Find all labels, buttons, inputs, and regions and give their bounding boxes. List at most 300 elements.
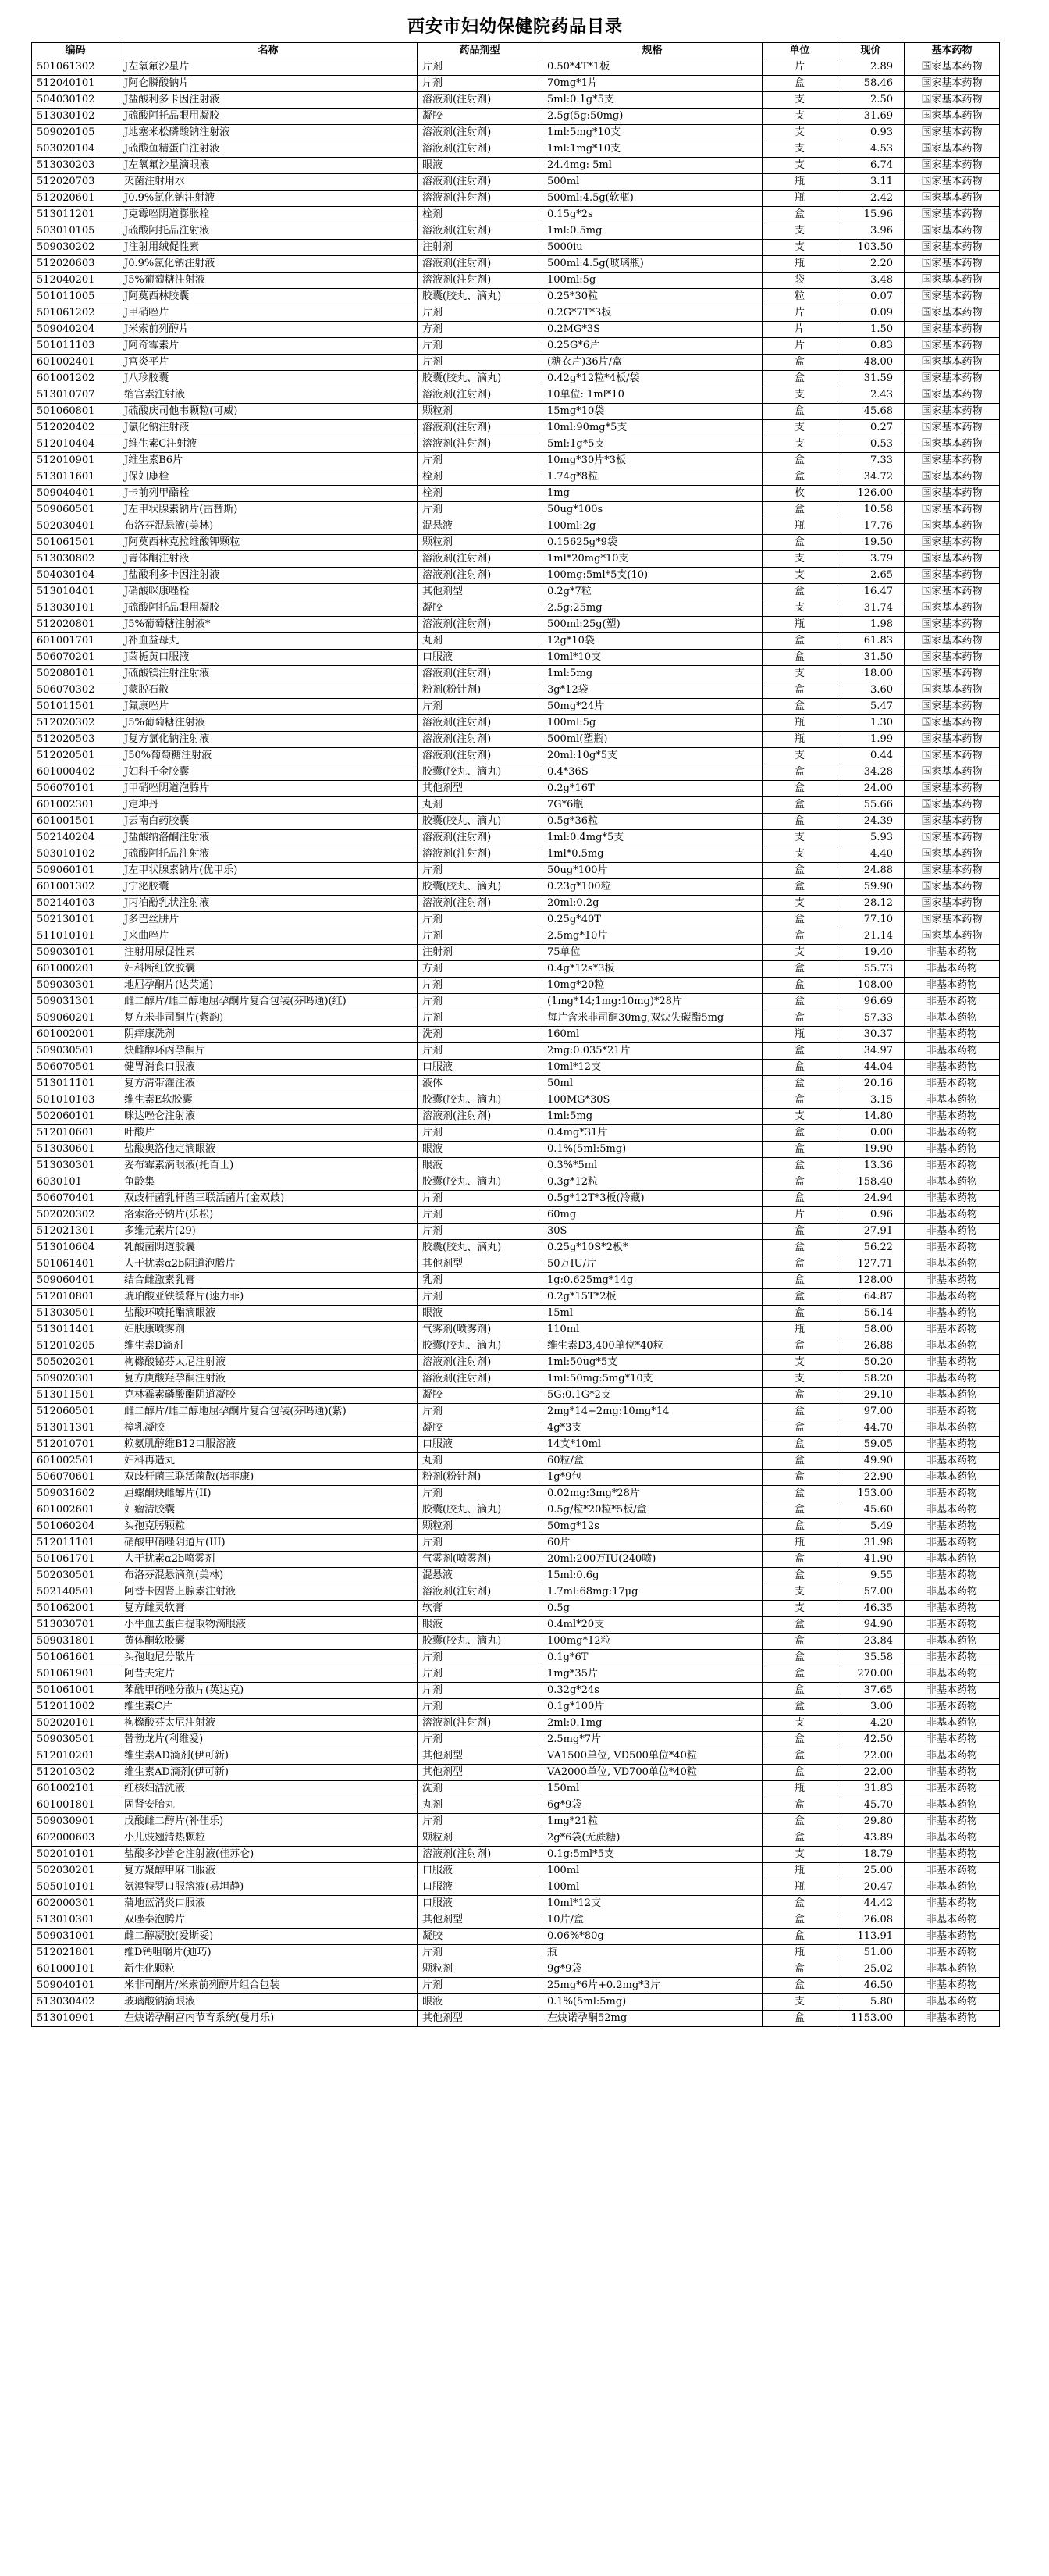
cell-price: 4.40 [837,846,905,863]
cell-spec: 6g*9袋 [542,1797,763,1814]
cell-dosage-form: 胶囊(胶丸、滴丸) [418,289,542,305]
cell-code: 501061601 [32,1650,119,1666]
cell-dosage-form: 液体 [418,1076,542,1092]
cell-spec: 0.25g*40T [542,912,763,928]
cell-unit: 支 [763,92,837,109]
table-row [32,568,1000,584]
cell-code: 601001501 [32,814,119,830]
cell-basic-drug: 国家基本药物 [905,371,1000,387]
cell-dosage-form: 颗粒剂 [418,1961,542,1978]
cell-name: 洛索洛芬钠片(乐松) [119,1207,418,1224]
cell-name: J来曲唑片 [119,928,418,945]
cell-price: 22.90 [837,1470,905,1486]
table-row [32,1355,1000,1371]
cell-unit: 盒 [763,1125,837,1142]
cell-unit: 支 [763,846,837,863]
cell-code: 506070401 [32,1191,119,1207]
cell-price: 27.91 [837,1224,905,1240]
cell-unit: 盒 [763,1502,837,1519]
cell-price: 22.00 [837,1765,905,1781]
cell-dosage-form: 其他剂型 [418,1765,542,1781]
cell-name: J丙泊酚乳状注射液 [119,896,418,912]
cell-name: 左炔诺孕酮宫内节育系统(曼月乐) [119,2011,418,2027]
cell-code: 601000101 [32,1961,119,1978]
cell-name: J青体酮注射液 [119,551,418,568]
cell-unit: 支 [763,1371,837,1388]
cell-name: 妇科断红饮胶囊 [119,961,418,978]
cell-basic-drug: 国家基本药物 [905,404,1000,420]
table-row [32,191,1000,207]
cell-basic-drug: 非基本药物 [905,1535,1000,1552]
cell-code: 509060201 [32,1010,119,1027]
cell-name: J盐酸利多卡因注射液 [119,568,418,584]
cell-name: J宁泌胶囊 [119,879,418,896]
cell-spec: 12g*10袋 [542,633,763,650]
cell-unit: 盒 [763,1420,837,1437]
table-row [32,830,1000,846]
table-row [32,207,1000,223]
cell-dosage-form: 溶液剂(注射剂) [418,666,542,682]
table-row [32,1617,1000,1634]
cell-basic-drug: 国家基本药物 [905,59,1000,76]
cell-unit: 盒 [763,1338,837,1355]
cell-spec: 0.5g*36粒 [542,814,763,830]
cell-price: 31.74 [837,600,905,617]
cell-price: 31.59 [837,371,905,387]
cell-unit: 盒 [763,1978,837,1994]
cell-dosage-form: 溶液剂(注射剂) [418,1355,542,1371]
cell-spec: 24.4mg: 5ml [542,158,763,174]
cell-spec: 1mg [542,486,763,502]
cell-basic-drug: 国家基本药物 [905,846,1000,863]
cell-name: J左氧氟沙星片 [119,59,418,76]
cell-dosage-form: 口服液 [418,1896,542,1912]
cell-basic-drug: 非基本药物 [905,1125,1000,1142]
cell-price: 45.70 [837,1797,905,1814]
table-row [32,961,1000,978]
cell-price: 0.53 [837,436,905,453]
cell-spec: 10mg*30片*3板 [542,453,763,469]
cell-price: 24.94 [837,1191,905,1207]
cell-basic-drug: 国家基本药物 [905,109,1000,125]
table-row [32,1781,1000,1797]
cell-price: 30.37 [837,1027,905,1043]
cell-unit: 盒 [763,961,837,978]
cell-basic-drug: 非基本药物 [905,1650,1000,1666]
table-row [32,896,1000,912]
cell-spec: 0.4ml*20支 [542,1617,763,1634]
cell-spec: 0.2g*15T*2板 [542,1289,763,1306]
cell-basic-drug: 非基本药物 [905,1355,1000,1371]
cell-dosage-form: 溶液剂(注射剂) [418,846,542,863]
cell-unit: 盒 [763,1896,837,1912]
cell-price: 59.90 [837,879,905,896]
cell-price: 24.88 [837,863,905,879]
cell-basic-drug: 非基本药物 [905,1584,1000,1601]
cell-price: 1.30 [837,715,905,732]
cell-name: 玻璃酸钠滴眼液 [119,1994,418,2011]
cell-basic-drug: 国家基本药物 [905,174,1000,191]
cell-name: J复方氯化钠注射液 [119,732,418,748]
table-row [32,1158,1000,1174]
cell-basic-drug: 非基本药物 [905,1797,1000,1814]
cell-price: 20.47 [837,1879,905,1896]
cell-code: 513030501 [32,1306,119,1322]
cell-price: 23.84 [837,1634,905,1650]
cell-basic-drug: 国家基本药物 [905,387,1000,404]
cell-basic-drug: 非基本药物 [905,1060,1000,1076]
table-row [32,502,1000,518]
cell-spec: 5ml:0.1g*5支 [542,92,763,109]
cell-unit: 盒 [763,1010,837,1027]
table-row [32,764,1000,781]
table-row [32,1404,1000,1420]
table-row [32,797,1000,814]
cell-unit: 支 [763,1355,837,1371]
cell-dosage-form: 气雾剂(喷雾剂) [418,1552,542,1568]
cell-basic-drug: 国家基本药物 [905,273,1000,289]
cell-spec: 每片含米非司酮30mg,双炔失碳酯5mg [542,1010,763,1027]
cell-basic-drug: 非基本药物 [905,1207,1000,1224]
table-row [32,1568,1000,1584]
cell-code: 509030901 [32,1814,119,1830]
table-row [32,1060,1000,1076]
cell-unit: 盒 [763,764,837,781]
cell-price: 5.49 [837,1519,905,1535]
cell-code: 512021801 [32,1945,119,1961]
cell-price: 127.71 [837,1256,905,1273]
cell-basic-drug: 国家基本药物 [905,191,1000,207]
cell-basic-drug: 非基本药物 [905,1010,1000,1027]
cell-unit: 盒 [763,1699,837,1716]
cell-basic-drug: 国家基本药物 [905,715,1000,732]
cell-name: J妇科千金胶囊 [119,764,418,781]
cell-code: 512021301 [32,1224,119,1240]
cell-price: 19.90 [837,1142,905,1158]
cell-dosage-form: 眼液 [418,1994,542,2011]
cell-name: J左甲状腺素钠片(优甲乐) [119,863,418,879]
cell-spec: 1ml:5mg [542,666,763,682]
table-row [32,273,1000,289]
cell-code: 502030401 [32,518,119,535]
cell-code: 509040101 [32,1978,119,1994]
table-row [32,781,1000,797]
cell-spec: 2.5g(5g:50mg) [542,109,763,125]
cell-dosage-form: 溶液剂(注射剂) [418,1847,542,1863]
cell-dosage-form: 其他剂型 [418,781,542,797]
cell-spec: 100mg*12粒 [542,1634,763,1650]
cell-code: 509030101 [32,945,119,961]
cell-basic-drug: 非基本药物 [905,1994,1000,2011]
cell-code: 506070201 [32,650,119,666]
cell-basic-drug: 非基本药物 [905,1945,1000,1961]
cell-name: 硝酸甲硝唑阴道片(III) [119,1535,418,1552]
cell-code: 512020603 [32,256,119,273]
cell-code: 511010101 [32,928,119,945]
cell-dosage-form: 注射剂 [418,945,542,961]
cell-price: 64.87 [837,1289,905,1306]
cell-code: 513030102 [32,109,119,125]
cell-unit: 盒 [763,1519,837,1535]
cell-price: 56.14 [837,1306,905,1322]
cell-price: 37.65 [837,1683,905,1699]
cell-basic-drug: 非基本药物 [905,1437,1000,1453]
table-row [32,1388,1000,1404]
cell-unit: 盒 [763,76,837,92]
cell-code: 601001801 [32,1797,119,1814]
table-row [32,59,1000,76]
table-row [32,1765,1000,1781]
cell-code: 501061401 [32,1256,119,1273]
cell-code: 502080101 [32,666,119,682]
cell-name: 雌二醇片/雌二醇地屈孕酮片复合包装(芬吗通)(紫) [119,1404,418,1420]
cell-name: J地塞米松磷酸钠注射液 [119,125,418,141]
cell-code: 513010604 [32,1240,119,1256]
cell-name: J阿奇霉素片 [119,338,418,355]
cell-code: 504030104 [32,568,119,584]
cell-dosage-form: 片剂 [418,1125,542,1142]
cell-name: J克霉唑阴道膨胀栓 [119,207,418,223]
cell-dosage-form: 丸剂 [418,633,542,650]
cell-spec: 1mg*21粒 [542,1814,763,1830]
cell-code: 513010901 [32,2011,119,2027]
cell-unit: 枚 [763,486,837,502]
table-row [32,1027,1000,1043]
cell-dosage-form: 颗粒剂 [418,1519,542,1535]
cell-name: J卡前列甲酯栓 [119,486,418,502]
cell-price: 0.44 [837,748,905,764]
cell-price: 44.70 [837,1420,905,1437]
cell-dosage-form: 栓剂 [418,469,542,486]
cell-price: 153.00 [837,1486,905,1502]
cell-unit: 盒 [763,863,837,879]
cell-code: 513030802 [32,551,119,568]
cell-basic-drug: 国家基本药物 [905,748,1000,764]
cell-dosage-form: 其他剂型 [418,2011,542,2027]
cell-name: 米非司酮片/米索前列醇片组合包装 [119,1978,418,1994]
cell-dosage-form: 片剂 [418,502,542,518]
cell-dosage-form: 胶囊(胶丸、滴丸) [418,371,542,387]
cell-code: 6030101 [32,1174,119,1191]
cell-spec: 0.1%(5ml:5mg) [542,1994,763,2011]
cell-dosage-form: 片剂 [418,1650,542,1666]
cell-name: 维生素D滴剂 [119,1338,418,1355]
cell-unit: 支 [763,420,837,436]
cell-basic-drug: 国家基本药物 [905,830,1000,846]
table-row [32,1142,1000,1158]
cell-spec: 2.5mg*10片 [542,928,763,945]
cell-price: 5.93 [837,830,905,846]
cell-spec: VA1500单位, VD500单位*40粒 [542,1748,763,1765]
cell-unit: 支 [763,568,837,584]
cell-name: 樟乳凝胶 [119,1420,418,1437]
cell-code: 506070501 [32,1060,119,1076]
cell-basic-drug: 非基本药物 [905,1814,1000,1830]
cell-unit: 盒 [763,1666,837,1683]
table-row [32,814,1000,830]
cell-price: 2.20 [837,256,905,273]
table-row [32,1207,1000,1224]
cell-spec: 50万IU/片 [542,1256,763,1273]
cell-basic-drug: 国家基本药物 [905,551,1000,568]
cell-spec: 0.42g*12粒*4板/袋 [542,371,763,387]
cell-code: 601002501 [32,1453,119,1470]
cell-basic-drug: 国家基本药物 [905,289,1000,305]
cell-spec: 2ml:0.1mg [542,1716,763,1732]
cell-name: 枸橼酸铋芬太尼注射液 [119,1355,418,1371]
cell-unit: 瓶 [763,715,837,732]
cell-price: 21.14 [837,928,905,945]
cell-unit: 盒 [763,633,837,650]
cell-code: 513010401 [32,584,119,600]
cell-code: 506070101 [32,781,119,797]
cell-unit: 盒 [763,1224,837,1240]
cell-price: 14.80 [837,1109,905,1125]
cell-dosage-form: 口服液 [418,1863,542,1879]
cell-code: 502130101 [32,912,119,928]
cell-name: 琥珀酸亚铁缓释片(速力菲) [119,1289,418,1306]
cell-spec: 14支*10ml [542,1437,763,1453]
cell-spec: 10ml*12支 [542,1060,763,1076]
cell-unit: 支 [763,1584,837,1601]
cell-name: J5%葡萄糖注射液 [119,273,418,289]
cell-dosage-form: 溶液剂(注射剂) [418,223,542,240]
table-row [32,633,1000,650]
cell-code: 502030501 [32,1568,119,1584]
cell-unit: 盒 [763,1453,837,1470]
cell-dosage-form: 溶液剂(注射剂) [418,715,542,732]
cell-name: 双歧杆菌乳杆菌三联活菌片(金双歧) [119,1191,418,1207]
cell-name: 地屈孕酮片(达芙通) [119,978,418,994]
cell-basic-drug: 非基本药物 [905,1240,1000,1256]
cell-price: 43.89 [837,1830,905,1847]
table-row [32,453,1000,469]
table-row [32,1552,1000,1568]
cell-dosage-form: 片剂 [418,1404,542,1420]
cell-dosage-form: 丸剂 [418,1797,542,1814]
cell-spec: 15mg*10袋 [542,404,763,420]
cell-unit: 盒 [763,814,837,830]
cell-price: 3.48 [837,273,905,289]
cell-spec: 110ml [542,1322,763,1338]
cell-spec: 70mg*1片 [542,76,763,92]
cell-unit: 盒 [763,1289,837,1306]
cell-name: 黄体酮软胶囊 [119,1634,418,1650]
cell-code: 602000301 [32,1896,119,1912]
cell-spec: 0.2G*7T*3板 [542,305,763,322]
cell-code: 512010701 [32,1437,119,1453]
cell-name: 阴痒康洗剂 [119,1027,418,1043]
table-row [32,928,1000,945]
cell-name: 复方米非司酮片(紫韵) [119,1010,418,1027]
cell-spec: 0.3g*12粒 [542,1174,763,1191]
cell-name: J甲硝唑阴道泡腾片 [119,781,418,797]
cell-code: 509060501 [32,502,119,518]
cell-dosage-form: 其他剂型 [418,1912,542,1929]
table-row [32,518,1000,535]
cell-unit: 瓶 [763,1027,837,1043]
cell-dosage-form: 片剂 [418,1486,542,1502]
cell-basic-drug: 国家基本药物 [905,764,1000,781]
cell-basic-drug: 国家基本药物 [905,158,1000,174]
cell-price: 18.79 [837,1847,905,1863]
cell-name: J氟康唑片 [119,699,418,715]
cell-basic-drug: 非基本药物 [905,961,1000,978]
cell-unit: 盒 [763,994,837,1010]
cell-code: 501061701 [32,1552,119,1568]
cell-code: 501061901 [32,1666,119,1683]
cell-code: 504030102 [32,92,119,109]
cell-unit: 支 [763,1994,837,2011]
cell-price: 34.28 [837,764,905,781]
cell-unit: 盒 [763,1076,837,1092]
cell-spec: 150ml [542,1781,763,1797]
cell-spec: 15ml:0.6g [542,1568,763,1584]
cell-price: 56.22 [837,1240,905,1256]
cell-code: 509060101 [32,863,119,879]
cell-spec: 1g*9包 [542,1470,763,1486]
table-row [32,1273,1000,1289]
cell-basic-drug: 非基本药物 [905,1699,1000,1716]
cell-dosage-form: 片剂 [418,978,542,994]
cell-dosage-form: 胶囊(胶丸、滴丸) [418,1502,542,1519]
cell-unit: 盒 [763,1683,837,1699]
cell-dosage-form: 片剂 [418,1945,542,1961]
cell-price: 25.00 [837,1863,905,1879]
table-row [32,1502,1000,1519]
cell-dosage-form: 丸剂 [418,797,542,814]
cell-price: 17.76 [837,518,905,535]
cell-spec: 30S [542,1224,763,1240]
cell-spec: 1g:0.625mg*14g [542,1273,763,1289]
table-row [32,404,1000,420]
table-row [32,1256,1000,1273]
table-row [32,1010,1000,1027]
cell-name: 屈螺酮炔雌醇片(II) [119,1486,418,1502]
cell-name: 替勃龙片(利维爱) [119,1732,418,1748]
table-row [32,912,1000,928]
cell-price: 108.00 [837,978,905,994]
cell-code: 509030202 [32,240,119,256]
cell-basic-drug: 国家基本药物 [905,502,1000,518]
cell-basic-drug: 非基本药物 [905,978,1000,994]
table-row [32,600,1000,617]
cell-basic-drug: 非基本药物 [905,1634,1000,1650]
cell-name: 叶酸片 [119,1125,418,1142]
cell-name: J盐酸利多卡因注射液 [119,92,418,109]
cell-unit: 支 [763,125,837,141]
cell-price: 42.50 [837,1732,905,1748]
cell-code: 513011301 [32,1420,119,1437]
cell-spec: 10单位: 1ml*10 [542,387,763,404]
cell-dosage-form: 溶液剂(注射剂) [418,551,542,568]
cell-spec: (糖衣片)36片/盒 [542,355,763,371]
cell-price: 31.83 [837,1781,905,1797]
cell-name: 盐酸多沙普仑注射液(佳苏仑) [119,1847,418,1863]
cell-basic-drug: 非基本药物 [905,1142,1000,1158]
cell-dosage-form: 片剂 [418,1043,542,1060]
cell-spec: 100MG*30S [542,1092,763,1109]
cell-code: 509020301 [32,1371,119,1388]
page-title: 西安市妇幼保健院药品目录 [407,16,623,37]
cell-unit: 粒 [763,289,837,305]
cell-spec: 1.74g*8粒 [542,469,763,486]
cell-spec: 0.02mg:3mg*28片 [542,1486,763,1502]
cell-basic-drug: 非基本药物 [905,1519,1000,1535]
cell-spec: 160ml [542,1027,763,1043]
cell-basic-drug: 非基本药物 [905,1191,1000,1207]
cell-spec: 60片 [542,1535,763,1552]
